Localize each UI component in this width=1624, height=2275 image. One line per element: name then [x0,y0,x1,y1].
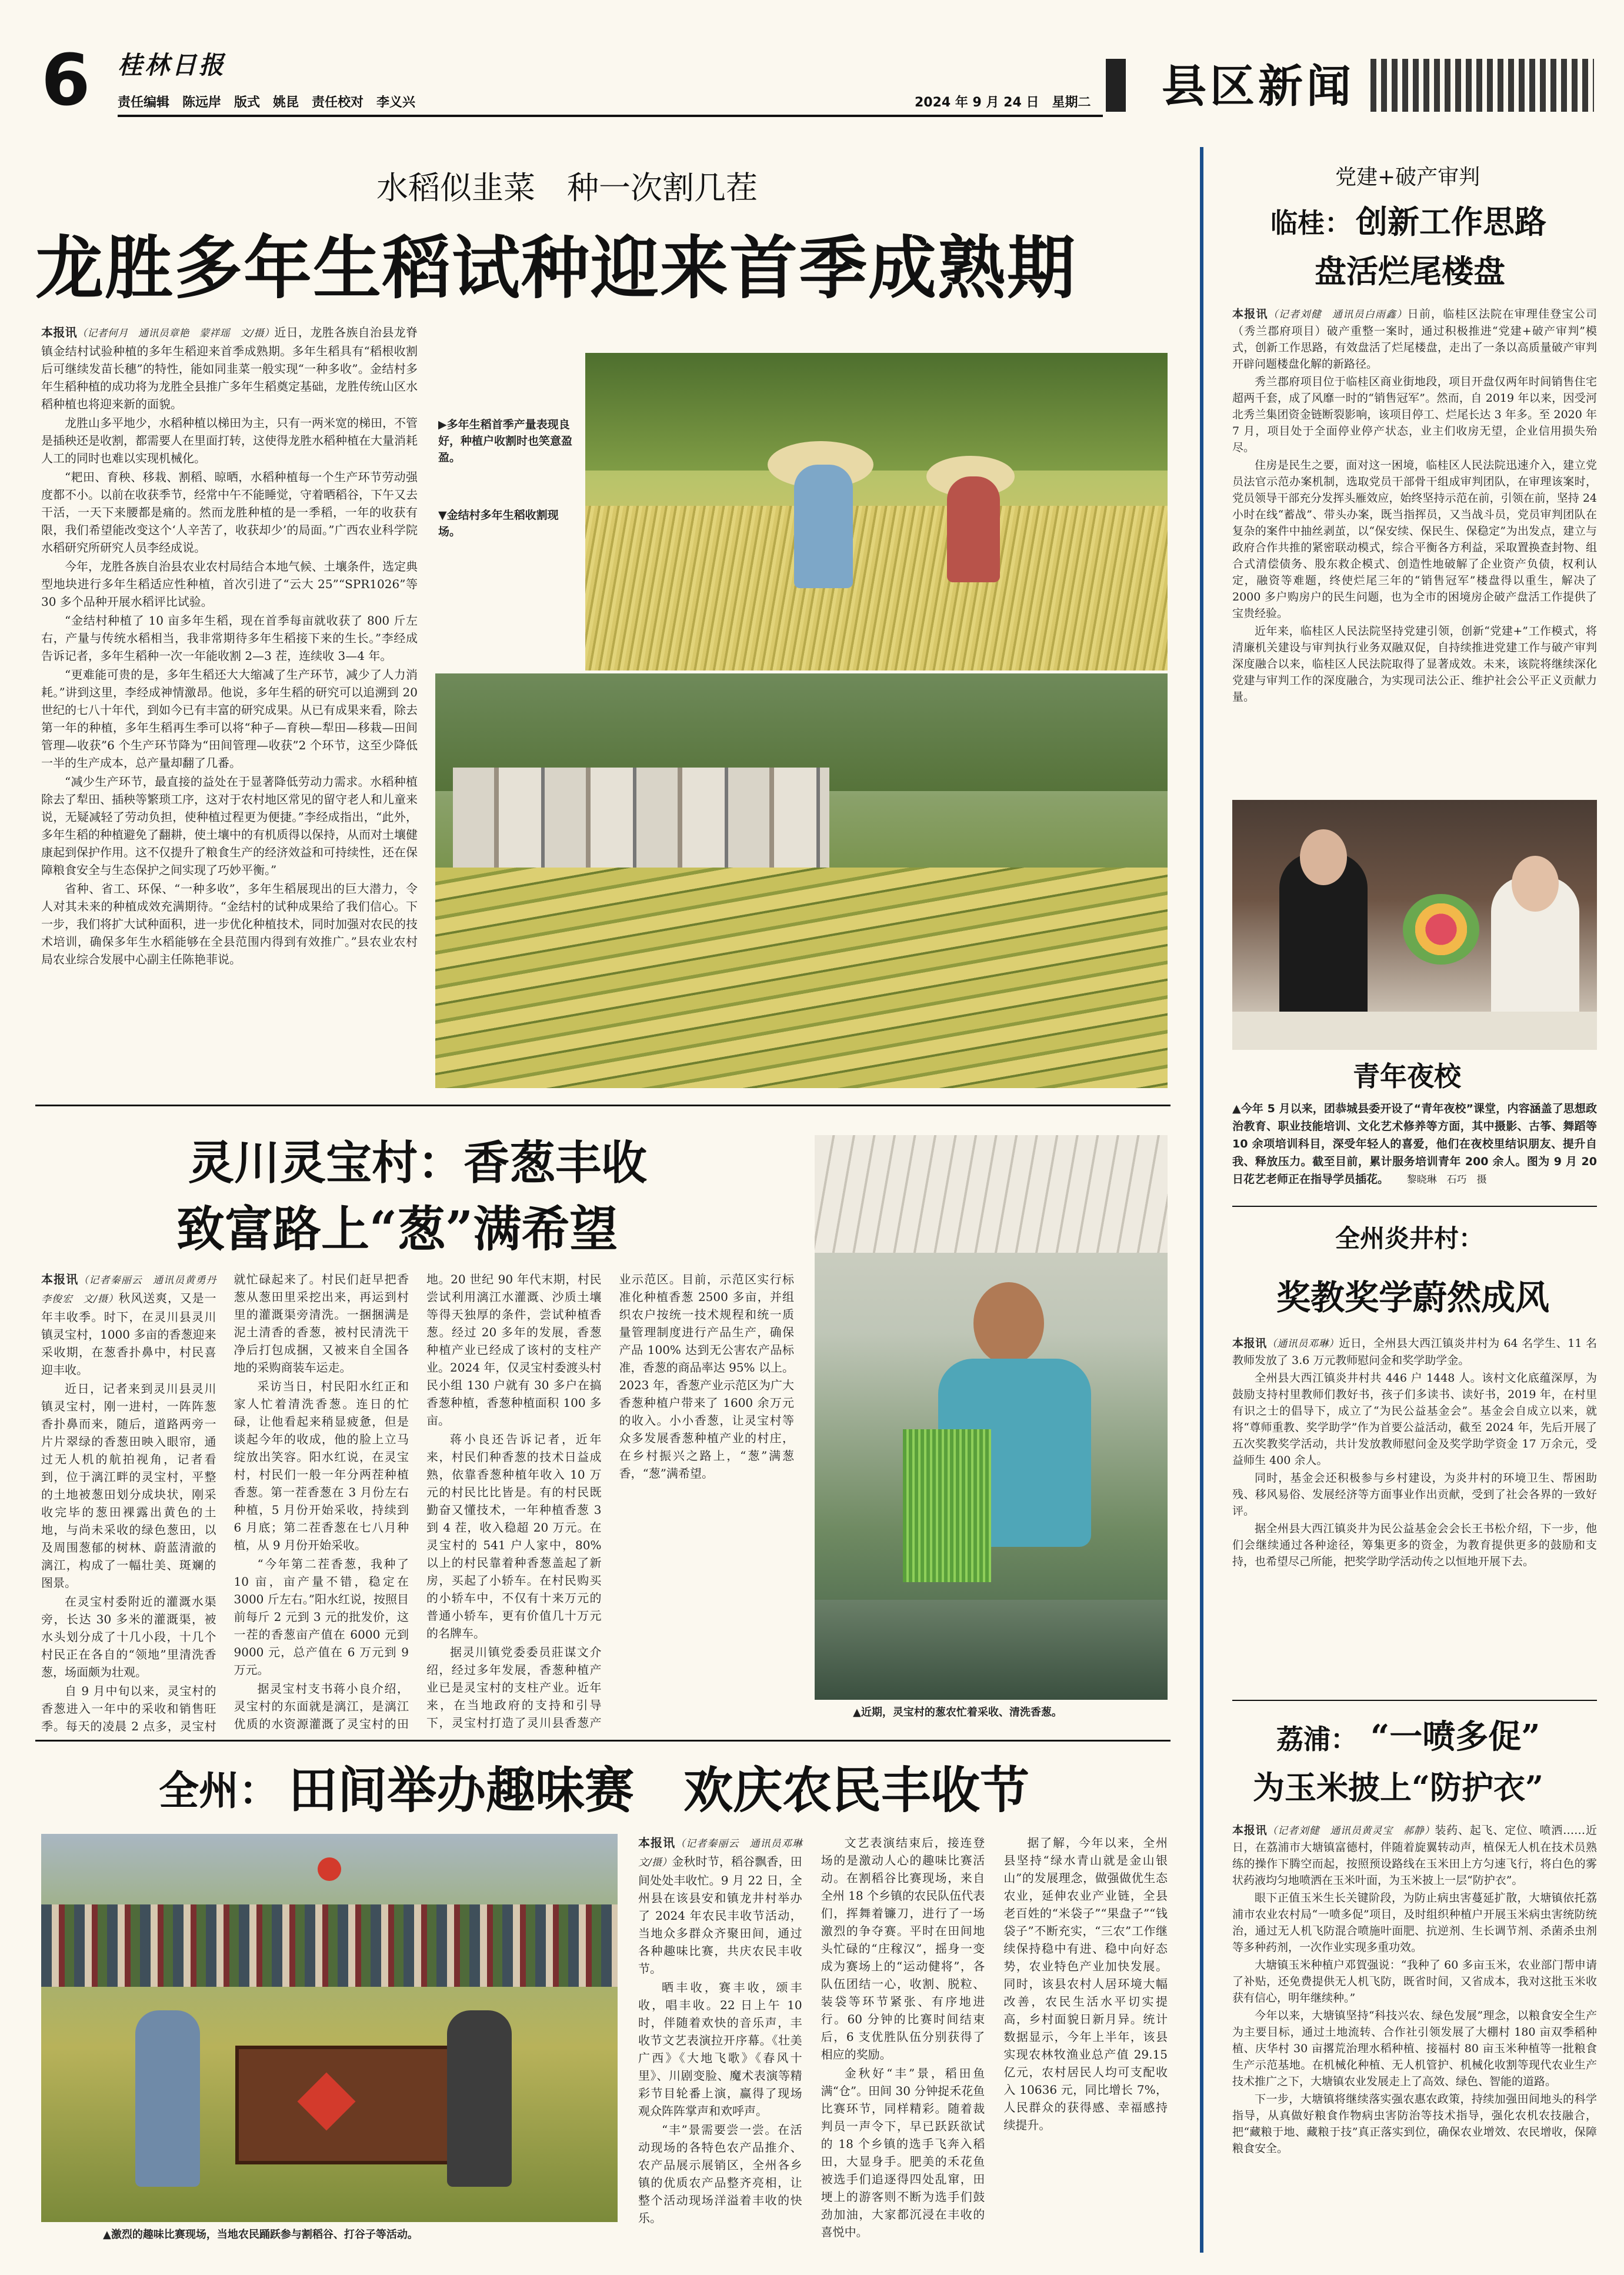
linggui-headline-prefix: 临桂： [1270,207,1352,239]
lead-paragraph: “减少生产环节，最直接的益处在于显著降低劳动力需求。水稻种植除去了犁田、插秧等繁琐工序，这对于农村地区常见的留守老人和儿童来说，无疑减轻了劳动负担，使种植过程更为便捷。”李经成指出，“此外，多年生稻的种植避免了翻耕，使土壤中的有机质得以保持，从而对土壤健康起到保护作用。这不仅提升了粮食生产的经济效益和可持续性，还在保障粮食安全与生态保护之间实现了巧妙平衡。” [41,775,418,877]
photo-rice-field [585,506,1168,671]
lipu-headline-2: 为玉米披上“防护衣” [1253,1769,1544,1806]
sidebar-rule-2 [1232,1700,1597,1701]
linggui-paragraph: 近年来，临桂区人民法院坚持党建引领，创新“党建+”工作模式，将清廉机关建设与审判执行业务双融双促，自持续推进党建工作与破产审判深度融合以来，临桂区人民法院取得了显著成效。未来，该院将继续深化党建与审判工作的深度融合，为实现司法公正、维护社会公平正义贡献力量。 [1232,625,1597,703]
farmer-1 [794,465,853,588]
scallion-paragraph: 近日，记者来到灵川县灵川镇灵宝村，刚一进村，一阵阵葱香扑鼻而来，随后，道路两旁一片片翠绿的香葱田映入眼帘，通过无人机的航拍视角，记者看到，位于漓江畔的灵宝村，平整的土地被葱田划分成块状，刚采收完毕的葱田裸露出黄色的土地，与尚未采收的绿色葱田，以及周围葱郁的树林、蔚蓝清澈的漓江，构成了一幅壮美、斑斓的图景。 [41,1382,216,1590]
paper-name-logo: 桂林日报 [118,51,226,79]
lipu-paragraph: 大塘镇玉米种植户邓賀强说：“我种了 60 多亩玉米，农业部门帮申请了补贴，还免费提供无人机飞防，既省时间，又省成本，我对这批玉米收获有信心，明年继续种。” [1232,1959,1597,2004]
lead-body-text [41,323,418,1082]
lead-byline-label: 本报讯 [41,325,77,339]
linggui-byline-label: 本报讯 [1232,308,1268,321]
scallion-paragraph: “今年第二茬香葱，我种了 10 亩，亩产量不错，稳定在 3000 斤左右。”阳水红说，按照目前每斤 2 元到 3 元的批发价，这一茬的香葱亩产值在 6000 元到 9000 元，总产值在 6 万元到 9 万元。 [234,1557,409,1677]
lead-paragraph: “金结村种植了 10 亩多年生稻，现在首季每亩就收获了 800 斤左右，产量与传统水稻相当，我非常期待多年生稻接下来的生长。”李经成告诉记者，多年生稻种一次一年能收割 2—3 茬，连续收 3—4 年。 [41,613,418,663]
lipu-byline-label: 本报讯 [1232,1824,1268,1837]
lipu-paragraph: 今年以来，大塘镇坚持“科技兴农、绿色发展”理念，以粮食安全生产为主要目标，通过土地流转、合作社引领发展了大棚村 180 亩双季稻种植、庆华村 30 亩撂荒治理水稻种植、接福村 80 亩玉米种植等一批粮食生产示范基地。在机械化种植、无人机管护、机械化收割等现代农业生产技术推广之下，大塘镇农业发展走上了高效、绿色、智能的道路。 [1232,2009,1597,2088]
festival-headline-prefix: 全州： [159,1767,279,1814]
linggui-byline: （记者刘健 通讯员白雨鑫） [1268,309,1408,321]
festival-paragraph: 金秋时节，稻谷飘香，田间处处丰收忙。9 月 22 日，全州县在该县安和镇龙井村举办了 2024 年农民丰收节活动，当地众多群众齐聚田间，通过各种趣味比赛，共庆农民丰收节。 [638,1854,802,1976]
yanjing-headline: 奖教奖学蔚然成风 [1276,1277,1550,1317]
lead-paragraph: 龙胜山多平地少，水稻种植以梯田为主，只有一两米宽的梯田，不管是插秧还是收割，都需要人在里面打转，这使得龙胜水稻种植在大量消耗人工的同时也难以实现机械化。 [41,416,418,465]
section-bar [1106,59,1126,112]
festival-paragraph: 晒丰收，赛丰收，颂丰收，唱丰收。22 日上午 10 时，伴随着欢快的音乐声，丰收节文艺表演拉开序幕。《壮美广西》《大地飞歌》《春风十里》、川剧变脸、魔术表演等精彩节目轮番上演，赢得了现场观众阵阵掌声和欢呼声。 [638,1980,802,2118]
instructor-face [1300,829,1347,885]
lipu-byline: （记者刘健 通讯员黄灵宝 郝静） [1267,1825,1435,1837]
lead-paragraph: 今年，龙胜各族自治县农业农村局结合本地气候、土壤条件，选定典型地块进行多年生稻适应性种植，首次引进了“云大 25”“SPR1026”等 30 多个品种开展水稻评比试验。 [41,559,418,609]
scallion-paragraph: 蒋小良还告诉记者，近年来，村民们种香葱的技术日益成熟，依靠香葱种植年收入 10 万元的村民比比皆是。有的村民既勤奋又懂技术，一年种植香葱 3 到 4 茬，收入稳超 20 万元。在灵宝村的 541 户人家中，80% 以上的村民靠着种香葱盖起了新房，买起了小轿车。在村民购买的小轿车中，不仅有十来万元的普通小轿车，更有价值几十万元的名牌车。 [426,1432,602,1640]
lead-paragraph: 省种、省工、环保、“一种多收”，多年生稻展现出的巨大潜力，令人对其未来的种植成效充满期待。“金结村的试种成果给了我们信心。下一步，我们将扩大试种面积，进一步优化种植技术，同时加强对农民的技术培训，确保多年生水稻能够在全县范围内得到有效推广。”县农业农村局农业综合发展中心副主任陈艳菲说。 [41,882,418,966]
yanjing-kicker: 全州炎井村： [1335,1224,1484,1253]
scallion-paragraph: 秋风送爽，又是一年丰收季。时下，在灵川县灵川镇灵宝村，1000 多亩的香葱迎来采收期，在葱香扑鼻中，村民喜迎丰收。 [41,1291,216,1377]
festival-body-text [638,1834,1168,2251]
night-school-credit: 黎晓琳 石巧 摄 [1406,1174,1487,1186]
yanjing-byline: （通讯员邓琳） [1266,1338,1339,1350]
lipu-paragraph: 眼下正值玉米生长关键阶段，为防止病虫害蔓延扩散，大塘镇依托荔浦市农业农村局“一喷多促”项目，及时组织种植户开展玉米病虫害统防统治，通过无人机飞防混合喷施叶面肥、抗逆剂、生长调节剂、杀菌杀虫剂等多种药剂，一次作业实现多重功效。 [1232,1892,1597,1954]
farmer-right [447,2010,512,2187]
lipu-headline-prefix: 荔浦： [1276,1723,1358,1755]
lead-photo-caption-2: ▼金结村多年生稻收割现场。 [438,509,559,538]
scallion-paragraph: 采访当日，村民阳水红正和家人忙着清洗香葱。连日的忙碌，让他看起来稍显疲惫，但是谈起今年的收成，他的脸上立马绽放出笑容。阳水红说，在灵宝村，村民们一般一年分两茬种植香葱。第一茬香葱在 3 月份左右种植，5 月份开始采收，持续到 6 月底；第二茬香葱在七八月种植，从 9 月份开始采收。 [234,1379,409,1552]
yanjing-paragraph: 同时，基金会还积极参与乡村建设，为炎井村的环境卫生、帮困助残、移风易俗、发展经济等方面事业作出贡献，受到了社会各界的一致好评。 [1232,1472,1597,1517]
student-face [1512,856,1559,912]
photo-water [815,1600,1168,1700]
scallion-body-text [41,1270,794,1735]
masthead [0,0,1624,135]
yanjing-paragraph: 全州县大西江镇炎井村共 446 户 1448 人。该村文化底蕴深厚，为鼓励支持村里教师们教好书，孩子们多读书、读好书，2019 年，在村里有识之士的倡导下，成立了“为民公益基金会”。基金会自成立以来，就将“尊师重教、奖学助学”作为首要公益活动，截至 2024 年，先后开展了五次奖教奖学活动，共计发放教师慰问金及奖学助学资金 17 万余元，受益师生 400 余人。 [1232,1372,1597,1467]
night-school-caption [1232,1100,1597,1189]
scallion-paragraph: 自 9 月中旬以来，灵宝村的香葱进入一年中的采收和销售旺季。每天的凌晨 2 点多，灵宝村就忙碌起来了。村民们赶早把香葱从葱田里采挖出来，再运到村里的灌溉渠旁清洗。一捆捆满是泥土清香的香葱，被村民清洗干净后打包成捆，又被来自全国各地的采购商装车运走。 [41,1272,409,1733]
lead-photo-caption-1: ▶多年生稻首季产量表现良好，种植户收割时也笑意盈盈。 [438,418,573,464]
lead-bottom-rule [35,1105,1171,1106]
section-bar-right [1370,59,1594,112]
lead-headline: 龙胜多年生稻试种迎来首季成熟期 [35,228,1076,308]
photo-bg-forest [585,353,1168,471]
scallion-bottom-rule [35,1740,1171,1742]
photo-greenhouse-roof [815,1135,1168,1253]
lipu-body-text [1232,1822,1597,2251]
lipu-paragraph: 下一步，大塘镇将继续落实强农惠农政策，持续加强田间地头的科学指导，从真做好粮食作物病虫害防治等技术指导，强化农机农技融合，把“藏粮于地、藏粮于技”真正落实到位，确保农业增效、农民增收，保障粮食安全。 [1232,2093,1597,2155]
linggui-headline-2: 盘活烂尾楼盘 [1315,252,1505,290]
farmer-left [135,2010,200,2187]
scallion-farmer-photo [815,1135,1168,1700]
section-title: 县区新闻 [1162,60,1355,112]
lipu-headline-1: “一喷多促” [1370,1717,1540,1756]
scallion-byline: （记者秦丽云 通讯员黄勇丹 李俊宏 文/摄） [41,1275,226,1305]
scallion-paragraph: 据灵川镇党委委员莊谋文介绍，经过多年发展，香葱种植产业已是灵宝村的支柱产业。近年来，在当地政府的支持和引导下，灵宝村打造了灵川县香葱产业示范区。目前，示范区实行标准化种植香葱 2500 多亩，并组织农户按统一技术规程和统一质量管理制度进行产品生产，确保产品 100% 达到无公害农产品标准，香葱的商品率达 95% 以上。2023 年，香葱产业示范区为广大香葱种植户带来了 1600 余万元的收入。小小香葱，让灵宝村等众多发展香葱种植产业的村庄，在乡村振兴之路上，“葱”满葱香，“葱”满希望。 [426,1272,794,1730]
night-school-caption-text: ▲今年 5 月以来，团恭城县委开设了“青年夜校”课堂，内容涵盖了思想政治教育、职业技能培训、文化艺术修养等方面，其中摄影、古筝、舞蹈等 10 余项培训科目，深受年轻人的喜爱，他们在夜校里结识朋友、提升自我、释放压力。截至目前，累计服务培训青年 200 余人。图为 9 月 20 日花艺老师正在指导学员插花。 [1232,1102,1597,1186]
masthead-rule [118,115,1103,117]
table [1232,1012,1597,1050]
farmer-head [973,1282,1044,1365]
lead-paragraph: “更难能可贵的是，多年生稻还大大缩减了生产环节，减少了人力消耗。”讲到这里，李经成神情激昂。他说，多年生稻的研究可以追溯到 20 世纪的七八十年代，到如今已有丰富的研究成果。从已有成果来看，除去第一年的种植，多年生稻再生季可以将“种子—育秧—犁田—移栽—田间管理—收获”6 个生产环节降为“田间管理—收获”2 个环节，这至少降低一半的生产成本，总产量却翻了几番。 [41,668,418,770]
photo-terraces [435,868,1168,1088]
linggui-body-text [1232,306,1597,776]
village-terrace-photo [435,673,1168,1088]
festival-paragraph: 文艺表演结束后，接连登场的是激动人心的趣味比赛活动。在割稻谷比赛现场，来自全州 18 个乡镇的农民队伍代表们，挥舞着镰刀，进行了一场激烈的争夺赛。平时在田间地头忙碌的“庄稼汉”，摇身一变成为赛场上的“运动健将”，各队伍团结一心，收割、脱粒、装袋等环节紧张、有序地进行。60 分钟的比赛时间结束后，6 支优胜队伍分别获得了相应的奖励。 [821,1836,985,2061]
issue-date: 2024 年 9 月 24 日 星期二 [915,95,1091,110]
linggui-paragraph: 秀兰郡府项目位于临桂区商业街地段，项目开盘仅两年时间销售住宅超两千套，成了风靡一时的“销售冠军”。然而，自 2019 年以来，因受河北秀兰集团资金链断裂影响，该项目停工、烂尾长达 3 年多。至 2020 年 7 月，项目处于全面停业停产状态，业主们收房无望，企业信用损失殆尽。 [1232,375,1597,454]
flower-arrangement [1403,894,1479,965]
scallion-byline-label: 本报讯 [41,1272,79,1286]
festival-paragraph: 据了解，今年以来，全州县坚持“绿水青山就是金山银山”的发展理念，做强做优生态农业，延伸农业产业链，全县老百姓的“米袋子”“果盘子”“钱袋子”不断充实，“三农”工作继续保持稳中有进、稳中向好态势，农业特色产业加快发展。同时，该县农村人居环境大幅改善，农民生活水平切实提高，乡村面貌日新月异。统计数据显示，今年上半年，该县实现农林牧渔业总产值 29.15 亿元，农村居民人均可支配收入 10636 元，同比增长 7%，人民群众的获得感、幸福感持续提升。 [1003,1836,1168,2132]
festival-byline: （记者秦丽云 通讯员邓琳 文/摄） [638,1838,812,1869]
lead-paragraph: 近日，龙胜各族自治县龙脊镇金结村试验种植的多年生稻迎来首季成熟期。多年生稻具有“稻根收割后可继续发苗长穗”的特性，能如同韭菜一般实现“一种多收”。金结村多年生稻种植的成功将为龙胜全县推广多年生稻奠定基础，龙胜传统山区水稻种植也将迎来新的面貌。 [41,325,418,411]
yanjing-body-text [1232,1335,1597,1682]
scallion-headline-2: 致富路上“葱”满希望 [176,1201,618,1257]
lead-paragraph: “耙田、育秧、移栽、割稻、晾晒，水稻种植每一个生产环节劳动强度都不小。以前在收获季节，经常中午不能睡觉，守着晒稻谷，下午又去干活，一天下来腰都是痛的。然而龙胜种植的是一季稻，一年的收获有限，我们希望能改变这个‘人辛苦了，收获却少’的局面。”广西农业科学院水稻研究所研究人员李经成说。 [41,470,418,555]
lead-kicker: 水稻似韭菜 种一次割几茬 [376,169,758,206]
yanjing-byline-label: 本报讯 [1232,1337,1267,1350]
linggui-headline-1: 创新工作思路 [1356,203,1546,241]
festival-headline: 田间举办趣味赛 欢庆农民丰收节 [288,1761,1030,1819]
lead-byline: （记者何月 通讯员章艳 蒙祥瑶 文/摄） [77,328,275,339]
night-school-title: 青年夜校 [1353,1060,1461,1092]
yanjing-paragraph: 近日，全州县大西江镇炎井村为 64 名学生、11 名教师发放了 3.6 万元教师慰问金和奖学助学金。 [1232,1337,1597,1367]
night-school-photo [1232,800,1597,1050]
page-number: 6 [41,40,91,122]
sidebar-rule [1200,147,1203,2253]
yanjing-paragraph: 据全州县大西江镇炎井为民公益基金会会长王书松介绍，下一步，他们会继续通过各种途径，筹集更多的资金，为教育提供更多的鼓励和支持，也希望尽己所能，把奖学助学活动传之以恒地开展下去。 [1232,1522,1597,1568]
festival-photo-caption: ▲激烈的趣味比赛现场，当地农民踊跃参与割稻谷、打谷子等活动。 [103,2229,418,2241]
festival-competition-photo [41,1834,618,2222]
festival-paragraph: 金秋好“丰”景，稻田鱼满“仓”。田间 30 分钟捉禾花鱼比赛环节，同样精彩。随着裁判员一声令下，早已跃跃欲试的 18 个乡镇的选手飞奔入稻田，大显身手。肥美的禾花鱼被选手们追逐得四处乱窜，田埂上的游客则不断为选手们鼓劲加油，大家都沉浸在丰收的喜悦中。 [821,2066,985,2239]
photo-crowd [41,1904,618,1987]
farmer-2 [947,476,1000,582]
farmers-harvest-photo [585,353,1168,671]
festival-paragraph: “丰”景需要尝一尝。在活动现场的各特色农产品推介、农产品展示展销区，全州各乡镇的优质农产品整齐亮相，让整个活动现场洋溢着丰收的快乐。 [638,2123,802,2225]
staff-line: 责任编辑 陈远岸 版式 姚昆 责任校对 李义兴 [118,95,416,110]
lipu-paragraph: 装药、起飞、定位、喷洒……近日，在荔浦市大塘镇富德村，伴随着旋翼转动声，植保无人机在技术员熟练的操作下腾空而起，按照预设路线在玉米田上方匀速飞行，将白色的雾状药液均匀地喷洒在玉米叶面，为玉米披上一层“防护衣”。 [1232,1824,1597,1887]
scallion-photo-caption: ▲近期，灵宝村的葱农忙着采收、清洗香葱。 [853,1706,1062,1719]
scallion-headline-1: 灵川灵宝村：香葱丰收 [188,1136,648,1190]
festival-byline-label: 本报讯 [638,1836,676,1850]
linggui-kicker: 党建+破产审判 [1335,165,1480,189]
scallion-bundle [903,1429,991,1582]
scallion-paragraph: 据灵宝村支书蒋小良介绍，灵宝村的东面就是漓江，是漓江优质的水资源灌溉了灵宝村的田地。20 世纪 90 年代末期，村民尝试利用漓江水灌溉、沙质土壤等得天独厚的条件，尝试种植香葱。经过 20 多年的发展，香葱种植产业已经成了该村的支柱产业。2024 年，仅灵宝村委渡头村民小组 130 户就有 30 多户在搞香葱种植，香葱种植面积 100 多亩。 [234,1272,602,1731]
sidebar-rule-1 [1232,1206,1597,1207]
linggui-paragraph: 住房是民生之要，面对这一困境，临桂区人民法院迅速介入，建立党员法官示范办案机制，选取党员干部骨干组成审判团队，在审理该案时，党员领导干部充分发挥头雁效应，始终坚持示范在前，引领在前，坚持 24 小时在线“蓄战”、带头办案，既当指挥员，又当战斗员，党员审判团队在复杂的案件中抽丝剥茧，以“保安续、保民生、保稳定”为出发点，建立与政府合作共推的紧密联动模式，综合平衡各方利益，采取置换查封物、组合式清偿债务、股东救企模式、创造性地破解了企业资产负债，权利认定，融资等难题，终使烂尾三年的“销售冠军”楼盘得以重生，解决了 2000 多户购房户的民生问题，也为全市的困境房企破产盘活工作提供了宝贵经验。 [1232,459,1597,620]
red-flag [318,1857,341,1881]
linggui-paragraph: 日前，临桂区法院在审理佳登宝公司（秀兰郡府项目）破产重整一案时，通过积极推进“党建+破产审判”模式，创新工作思路，有效盘活了烂尾楼盘，走出了一条以高质量破产审判开辟问题楼盘化解的新路径。 [1232,308,1597,371]
photo-houses [453,768,829,873]
scallion-paragraph: 在灵宝村委附近的灌溉水渠旁，长达 30 多米的灌溉渠，被水头划分成了十几小段，十几个村民正在各自的“领地”里清洗香葱，场面颇为壮观。 [41,1594,216,1679]
